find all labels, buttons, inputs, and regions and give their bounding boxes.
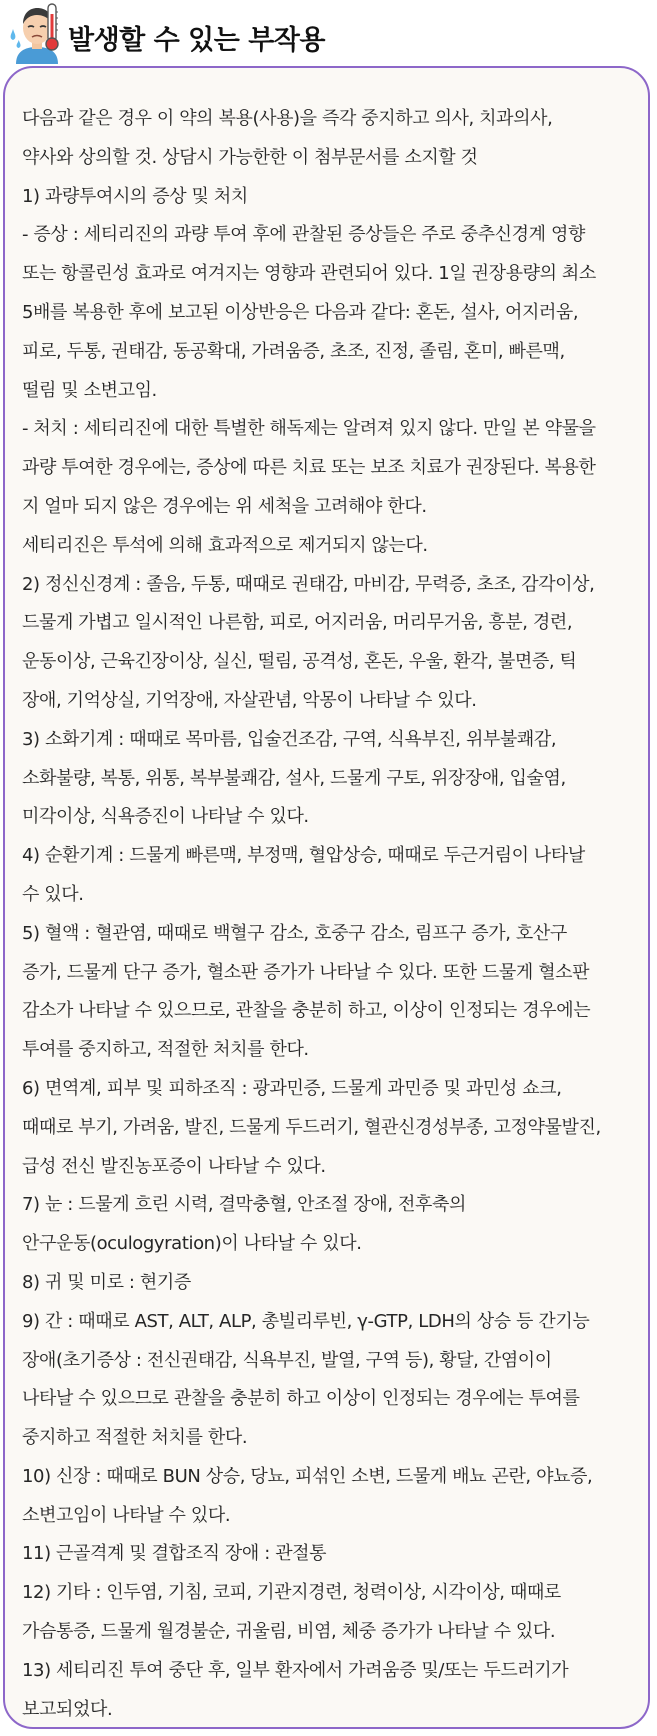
text-line: 3) 소화기계 : 때때로 목마름, 입술건조감, 구역, 식욕부진, 위부불쾌감, bbox=[22, 728, 557, 750]
text-line: 중지하고 적절한 처치를 한다. bbox=[22, 1427, 248, 1449]
text-line: 미각이상, 식욕증진이 나타날 수 있다. bbox=[22, 806, 309, 828]
text-line: 감소가 나타날 수 있으므로, 관찰을 충분히 하고, 이상이 인정되는 경우에는 bbox=[22, 1000, 591, 1022]
text-line: 8) 귀 및 미로 : 현기증 bbox=[22, 1271, 191, 1293]
text-line: 2) 정신신경계 : 졸음, 두통, 때때로 권태감, 마비감, 무력증, 초조, 감각이상, bbox=[22, 573, 595, 595]
text-line: 13) 세티리진 투여 중단 후, 일부 환자에서 가려움증 및/또는 두드러기가 bbox=[22, 1659, 569, 1681]
text-line: 가슴통증, 드물게 월경불순, 귀울림, 비염, 체중 증가가 나타날 수 있다. bbox=[22, 1621, 556, 1643]
text-line: 세티리진은 투석에 의해 효과적으로 제거되지 않는다. bbox=[22, 534, 428, 556]
sick-person-thermometer-icon bbox=[6, 2, 68, 64]
text-line: 10) 신장 : 때때로 BUN 상승, 당뇨, 피섞인 소변, 드물게 배뇨 곤란, 야뇨증, bbox=[22, 1465, 593, 1487]
side-effects-text bbox=[22, 100, 642, 1729]
text-line: 9) 간 : 때때로 AST, ALT, ALP, 총빌리루빈, γ-GTP, LDH의 상승 등 간기능 bbox=[22, 1310, 590, 1332]
text-line: 6) 면역계, 피부 및 피하조직 : 광과민증, 드물게 과민증 및 과민성 쇼크, bbox=[22, 1077, 562, 1099]
text-line: 4) 순환기계 : 드물게 빠른맥, 부정맥, 혈압상승, 때때로 두근거림이 나타날 bbox=[22, 845, 585, 867]
text-line: 운동이상, 근육긴장이상, 실신, 떨림, 공격성, 혼돈, 우울, 환각, 불면증, 틱 bbox=[22, 651, 577, 673]
text-line: 소변고임이 나타날 수 있다. bbox=[22, 1504, 231, 1526]
text-line: - 처치 : 세티리진에 대한 특별한 해독제는 알려져 있지 않다. 만일 본 약물을 bbox=[22, 418, 596, 440]
text-line: 약사와 상의할 것. 상담시 가능한한 이 첨부문서를 소지할 것 bbox=[22, 146, 478, 168]
text-line: 12) 기타 : 인두염, 기침, 코피, 기관지경련, 청력이상, 시각이상, 때때로 bbox=[22, 1582, 561, 1604]
text-line: 7) 눈 : 드물게 흐린 시력, 결막충혈, 안조절 장애, 전후축의 bbox=[22, 1194, 466, 1216]
text-line: 1) 과량투여시의 증상 및 처치 bbox=[22, 185, 248, 207]
text-line: 투여를 중지하고, 적절한 처치를 한다. bbox=[22, 1039, 309, 1061]
section-header bbox=[0, 0, 657, 66]
text-line: 드물게 가볍고 일시적인 나른함, 피로, 어지러움, 머리무거움, 흥분, 경련, bbox=[22, 612, 573, 634]
text-line: 피로, 두통, 권태감, 동공확대, 가려움증, 초조, 진정, 졸림, 혼미, 빠른맥, bbox=[22, 340, 565, 362]
text-line: 소화불량, 복통, 위통, 복부불쾌감, 설사, 드물게 구토, 위장장애, 입술염, bbox=[22, 767, 566, 789]
side-effects-card bbox=[3, 66, 650, 1729]
text-line: 떨림 및 소변고임. bbox=[22, 379, 157, 401]
text-line: 과량 투여한 경우에는, 증상에 따른 치료 또는 보조 치료가 권장된다. 복용한 bbox=[22, 457, 596, 479]
text-line: 때때로 부기, 가려움, 발진, 드물게 두드러기, 혈관신경성부종, 고정약물발진, bbox=[22, 1116, 601, 1138]
text-line: 지 얼마 되지 않은 경우에는 위 세척을 고려해야 한다. bbox=[22, 495, 427, 517]
text-line: 다음과 같은 경우 이 약의 복용(사용)을 즉각 중지하고 의사, 치과의사, bbox=[22, 108, 553, 129]
text-line: - 증상 : 세티리진의 과량 투여 후에 관찰된 증상들은 주로 중추신경계 영향 bbox=[22, 224, 585, 246]
text-line: 증가, 드물게 단구 증가, 혈소판 증가가 나타날 수 있다. 또한 드물게 혈소판 bbox=[22, 961, 590, 983]
text-line: 11) 근골격계 및 결합조직 장애 : 관절통 bbox=[22, 1543, 327, 1565]
text-line: 수 있다. bbox=[22, 883, 84, 905]
section-title: 발생할 수 있는 부작용 bbox=[68, 25, 325, 56]
text-line: 안구운동(oculogyration)이 나타날 수 있다. bbox=[22, 1233, 362, 1255]
text-line: 장애, 기억상실, 기억장애, 자살관념, 악몽이 나타날 수 있다. bbox=[22, 689, 477, 711]
text-line: 또는 항콜린성 효과로 여겨지는 영향과 관련되어 있다. 1일 권장용량의 최소 bbox=[22, 263, 596, 285]
text-line: 나타날 수 있으므로 관찰을 충분히 하고 이상이 인정되는 경우에는 투여를 bbox=[22, 1388, 580, 1410]
text-line: 5배를 복용한 후에 보고된 이상반응은 다음과 같다: 혼돈, 설사, 어지러움, bbox=[22, 301, 579, 323]
text-line: 5) 혈액 : 혈관염, 때때로 백혈구 감소, 호중구 감소, 림프구 증가, 호산구 bbox=[22, 922, 567, 944]
text-line: 보고되었다. bbox=[22, 1698, 113, 1720]
text-line: 급성 전신 발진농포증이 나타날 수 있다. bbox=[22, 1155, 326, 1177]
text-line: 장애(초기증상 : 전신권태감, 식욕부진, 발열, 구역 등), 황달, 간염이이 bbox=[22, 1349, 552, 1371]
